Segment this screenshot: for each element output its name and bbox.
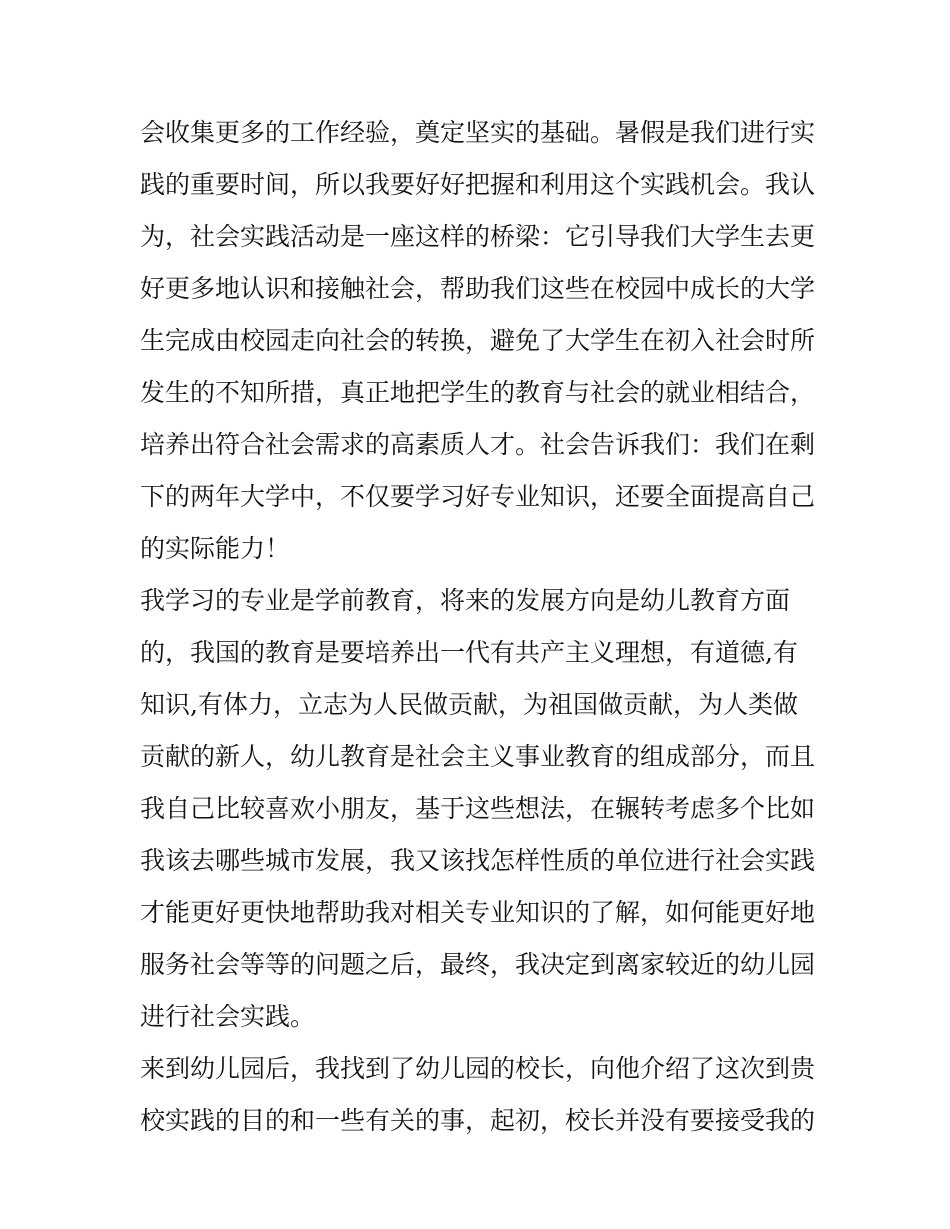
text-line: 我学习的专业是学前教育，将来的发展方向是幼儿教育方面 (140, 586, 791, 615)
text-line: 会收集更多的工作经验，奠定坚实的基础。暑假是我们进行实 (140, 118, 816, 147)
text-line: 的，我国的教育是要培养出一代有共产主义理想，有道德,有 (140, 638, 798, 667)
text-line: 生完成由校园走向社会的转换，避免了大学生在初入社会时所 (140, 326, 816, 355)
text-line: 来到幼儿园后，我找到了幼儿园的校长，向他介绍了这次到贵 (140, 1054, 816, 1083)
text-line: 培养出符合社会需求的高素质人才。社会告诉我们：我们在剩 (140, 430, 816, 459)
text-line: 校实践的目的和一些有关的事，起初，校长并没有要接受我的 (140, 1106, 816, 1135)
text-line: 下的两年大学中，不仅要学习好专业知识，还要全面提高自己 (140, 482, 816, 511)
text-line: 我该去哪些城市发展，我又该找怎样性质的单位进行社会实践 (140, 846, 816, 875)
text-line: 践的重要时间，所以我要好好把握和利用这个实践机会。我认 (140, 170, 816, 199)
text-line: 发生的不知所措，真正地把学生的教育与社会的就业相结合， (140, 378, 816, 407)
text-line: 才能更好更快地帮助我对相关专业知识的了解，如何能更好地 (140, 898, 816, 927)
text-line: 服务社会等等的问题之后，最终，我决定到离家较近的幼儿园 (140, 950, 816, 979)
text-line: 为，社会实践活动是一座这样的桥梁：它引导我们大学生去更 (140, 222, 816, 251)
text-line: 贡献的新人，幼儿教育是社会主义事业教育的组成部分，而且 (140, 742, 816, 771)
text-line: 好更多地认识和接触社会，帮助我们这些在校园中成长的大学 (140, 274, 816, 303)
text-line: 进行社会实践。 (140, 1002, 316, 1031)
text-line: 知识,有体力，立志为人民做贡献，为祖国做贡献，为人类做 (140, 690, 798, 719)
text-line: 我自己比较喜欢小朋友，基于这些想法，在辗转考虑多个比如 (140, 794, 816, 823)
body-text (140, 107, 820, 1147)
text-line: 的实际能力！ (140, 534, 291, 563)
